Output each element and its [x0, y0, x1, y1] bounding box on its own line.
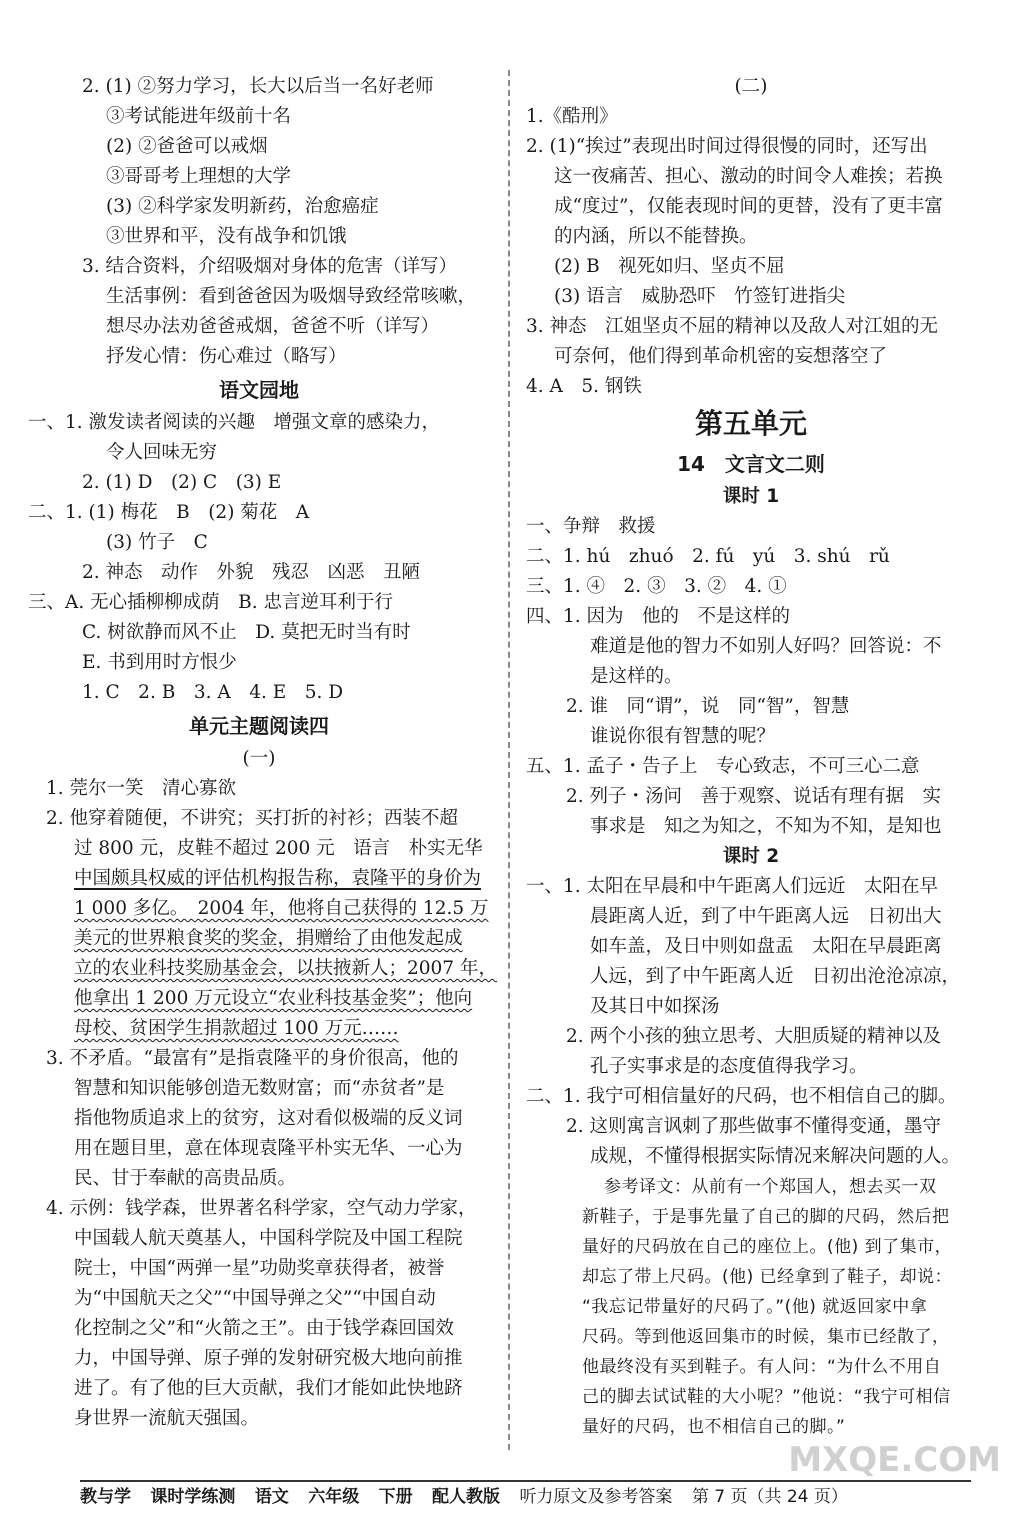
text-line: 2. 两个小孩的独立思考、大胆质疑的精神以及 — [566, 1026, 942, 1047]
text-line: 单元主题阅读四 — [189, 714, 329, 738]
text-line: 事求是 知之为知之，不知为不知，是知也 — [590, 816, 942, 837]
text-line: (2) ②爸爸可以戒烟 — [106, 136, 268, 157]
column-divider — [508, 70, 510, 1450]
text-line: 谁说你很有智慧的呢？ — [590, 726, 776, 747]
text-line: 3. 结合资料，介绍吸烟对身体的危害（详写） — [82, 256, 458, 277]
text-line: 五、1. 孟子・告子上 专心致志，不可三心二意 — [526, 756, 920, 777]
text-line: 他拿出 1 200 万元设立“农业科技基金奖”；他向 — [74, 988, 473, 1009]
text-line: 一、争辩 救援 — [526, 516, 656, 537]
footer-series: 课时学练测 — [150, 1487, 236, 1507]
text-line: 2. 列子・汤问 善于观察、说话有理有据 实 — [566, 786, 942, 807]
text-line: “我忘记带量好的尺码了。”(他) 就返回家中拿 — [582, 1297, 928, 1317]
text-line: 难道是他的智力不如别人好吗？回答说：不 — [590, 636, 942, 657]
text-line: 4. A 5. 钢铁 — [526, 376, 642, 397]
text-line: 成“度过”，仅能表现时间的更替，没有了更丰富 — [554, 196, 943, 217]
text-line: 三、A. 无心插柳柳成荫 B. 忠言逆耳利于行 — [28, 592, 393, 613]
text-line: E. 书到用时方恨少 — [82, 652, 237, 673]
text-line: ③考试能进年级前十名 — [106, 106, 292, 127]
text-line: 指他物质追求上的贫穷，这对看似极端的反义词 — [74, 1108, 463, 1129]
text-line: 他最终没有买到鞋子。有人问：“为什么不用自 — [582, 1357, 942, 1377]
text-line: 进了。有了他的巨大贡献，我们才能如此快地跻 — [74, 1378, 463, 1399]
text-line: ③世界和平，没有战争和饥饿 — [106, 226, 347, 247]
text-line: 量好的尺码放在自己的座位上。(他) 到了集市， — [582, 1237, 953, 1257]
text-line: 生活事例：看到爸爸因为吸烟导致经常咳嗽， — [106, 286, 477, 307]
text-line: 3. 神态 江姐坚贞不屈的精神以及敌人对江姐的无 — [526, 316, 939, 337]
text-line: (3) ②科学家发明新药，治愈癌症 — [106, 196, 379, 217]
text-line: 院士，中国“两弹一星”功勋奖章获得者，被誉 — [74, 1258, 445, 1279]
footer-edition: 配人教版 — [432, 1487, 501, 1507]
text-line: 四、1. 因为 他的 不是这样的 — [526, 606, 791, 627]
text-line: 的内涵，所以不能替换。 — [554, 226, 758, 247]
footer-subject: 语文 — [254, 1487, 289, 1507]
text-line: 二、1. hú zhuó 2. fú yú 3. shú rǔ — [526, 546, 890, 567]
text-line: 成规，不懂得根据实际情况来解决问题的人。 — [590, 1146, 961, 1167]
text-line: 课时 2 — [722, 846, 780, 867]
text-line: 课时 1 — [722, 486, 780, 507]
page-footer — [80, 1480, 971, 1510]
text-line: 2. (1) ②努力学习，长大以后当一名好老师 — [82, 76, 434, 97]
text-line: 2. (1)“挨过”表现出时间过得很慢的同时，还写出 — [526, 136, 928, 157]
text-line: 民、甘于奉献的高贵品质。 — [74, 1168, 297, 1189]
footer-grade: 六年级 — [308, 1487, 360, 1507]
text-line: 一、1. 激发读者阅读的兴趣 增强文章的感染力， — [28, 412, 441, 433]
text-line: 却忘了带上尺码。(他) 已经拿到了鞋子，却说： — [582, 1267, 953, 1287]
text-line: 及其日中如探汤 — [590, 996, 720, 1017]
text-line: (二) — [734, 76, 768, 97]
text-line: 美元的世界粮食奖的奖金，捐赠给了由他发起成 — [74, 928, 463, 949]
text-line: 一、1. 太阳在早晨和中午距离人们远近 太阳在早 — [526, 876, 939, 897]
text-line: 3. 不矛盾。“最富有”是指袁隆平的身价很高，他的 — [46, 1048, 459, 1069]
text-line: (3) 竹子 C — [106, 532, 208, 553]
footer-brand: 教与学 — [80, 1487, 131, 1507]
text-line: 2. 神态 动作 外貌 残忍 凶恶 丑陋 — [82, 562, 421, 583]
text-line: 智慧和知识能够创造无数财富；而“赤贫者”是 — [74, 1078, 445, 1099]
left-column — [28, 72, 497, 1434]
footer-desc: 听力原文及参考答案 — [519, 1487, 673, 1507]
text-line: 可奈何，他们得到革命机密的妄想落空了 — [554, 346, 888, 367]
text-line: 化控制之父”和“火箭之王”。由于钱学森回国效 — [74, 1318, 454, 1339]
watermark: MXQE.COM — [788, 1440, 1001, 1480]
text-line: 母校、贫困学生捐款超过 100 万元…… — [74, 1018, 399, 1039]
text-line: 14 文言文二则 — [677, 452, 825, 476]
text-line: 语文园地 — [219, 378, 299, 402]
text-line: 晨距离人近，到了中午距离人远 日初出大 — [590, 906, 942, 927]
text-line: 人远，到了中午距离人近 日初出沧沧凉凉， — [590, 966, 961, 987]
text-line: 己的脚去试试鞋的大小呢？”他说：“我宁可相信 — [582, 1387, 951, 1407]
text-line: 量好的尺码，也不相信自己的脚。” — [582, 1417, 846, 1437]
text-line: (一) — [242, 748, 276, 769]
text-line: 三、1. ④ 2. ③ 3. ② 4. ① — [526, 576, 787, 597]
text-line: C. 树欲静而风不止 D. 莫把无时当有时 — [82, 622, 411, 643]
text-line: 4. 示例：钱学森，世界著名科学家，空气动力学家， — [46, 1198, 477, 1219]
text-line: 用在题目里，意在体现袁隆平朴实无华、一心为 — [74, 1138, 463, 1159]
text-line: 参考译文：从前有一个郑国人，想去买一双 — [604, 1177, 937, 1197]
text-line: 身世界一流航天强国。 — [74, 1408, 260, 1429]
text-line: 中国颇具权威的评估机构报告称，袁隆平的身价为 — [74, 868, 482, 889]
text-line: 1. 莞尔一笑 清心寡欲 — [46, 778, 237, 799]
text-line: 孔子实事求是的态度值得我学习。 — [590, 1056, 868, 1077]
text-line: 1 000 多亿。 2004 年，他将自己获得的 12.5 万 — [74, 898, 489, 919]
text-line: 令人回味无穷 — [106, 442, 218, 463]
text-line: 想尽办法劝爸爸戒烟，爸爸不听（详写） — [106, 316, 440, 337]
right-column — [526, 72, 976, 1442]
text-line: 1.《酷刑》 — [526, 106, 618, 127]
text-line: 这一夜痛苦、担心、激动的时间令人难挨；若换 — [554, 166, 943, 187]
text-line: 2. 这则寓言讽刺了那些做事不懂得变通，墨守 — [566, 1116, 942, 1137]
text-line: 2. 他穿着随便，不讲究；买打折的衬衫；西装不超 — [46, 808, 459, 829]
text-line: 二、1. 我宁可相信量好的尺码，也不相信自己的脚。 — [526, 1086, 957, 1107]
footer-page: 第 7 页（共 24 页） — [691, 1487, 848, 1507]
text-line: ③哥哥考上理想的大学 — [106, 166, 292, 187]
footer-volume: 下册 — [378, 1487, 413, 1507]
text-line: 第五单元 — [694, 407, 807, 440]
text-line: 为“中国航天之父”“中国导弹之父”“中国自动 — [74, 1288, 436, 1309]
text-line: 二、1. (1) 梅花 B (2) 菊花 A — [28, 502, 310, 523]
text-line: 1. C 2. B 3. A 4. E 5. D — [82, 682, 344, 703]
text-line: 2. (1) D (2) C (3) E — [82, 472, 282, 493]
text-line: 中国载人航天奠基人，中国科学院及中国工程院 — [74, 1228, 463, 1249]
text-line: (3) 语言 威胁恐吓 竹签钉进指尖 — [554, 286, 846, 307]
text-line: 如车盖，及日中则如盘盂 太阳在早晨距离 — [590, 936, 942, 957]
text-line: 力，中国导弹、原子弹的发射研究极大地向前推 — [74, 1348, 463, 1369]
text-line: (2) B 视死如归、坚贞不屈 — [554, 256, 785, 277]
text-line: 新鞋子，于是事先量了自己的脚的尺码，然后把 — [582, 1207, 950, 1227]
text-line: 是这样的。 — [590, 666, 683, 687]
text-line: 尺码。等到他返回集市的时候，集市已经散了， — [582, 1327, 950, 1347]
text-line: 2. 谁 同“谓”，说 同“智”，智慧 — [566, 696, 850, 717]
text-line: 立的农业科技奖励基金会，以扶掖新人；2007 年， — [74, 958, 497, 979]
text-line: 抒发心情：伤心难过（略写） — [106, 346, 347, 367]
text-line: 过 800 元，皮鞋不超过 200 元 语言 朴实无华 — [74, 838, 483, 859]
